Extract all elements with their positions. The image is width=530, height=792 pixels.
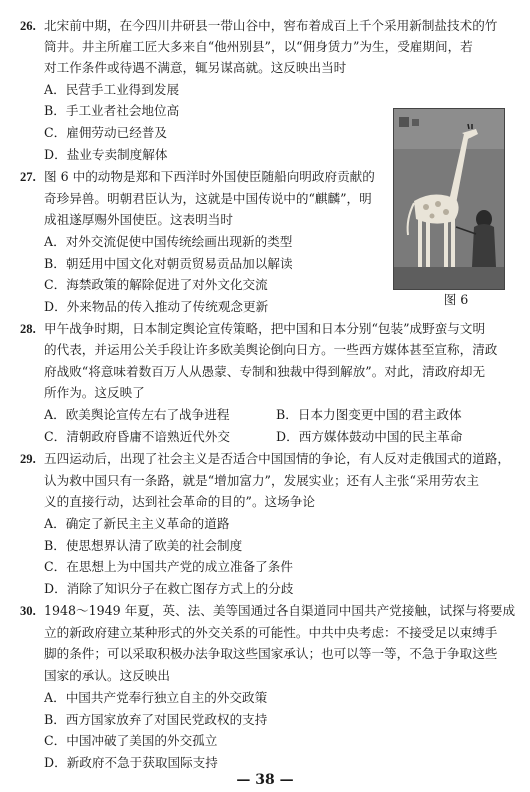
- q28-option-c: C．清朝政府昏庸不谙熟近代外交: [44, 429, 230, 444]
- q26-option-b: B．手工业者社会地位高: [44, 103, 180, 118]
- q27-option-d: D．外来物品的传入推动了传统观念更新: [44, 299, 269, 314]
- q29-stem-line-3: 义的直接行动，达到社会革命的目的”。这场争论: [44, 494, 315, 509]
- q30-stem-line-4: 国家的承认。这反映出: [44, 668, 170, 683]
- q29-number: 29.: [20, 452, 36, 466]
- q28-stem-line-2: 的代表，并运用公关手段让许多欧美舆论倒向日方。一些西方媒体甚至宣称，清政: [44, 342, 498, 357]
- q29-option-a: A．确定了新民主主义革命的道路: [44, 516, 230, 531]
- q29-option-d: D．消除了知识分子在救亡图存方式上的分歧: [44, 581, 294, 596]
- q27-option-c: C．海禁政策的解除促进了对外文化交流: [44, 277, 268, 292]
- q27-stem-line-3: 成祖遂厚赐外国使臣。这表明当时: [44, 212, 233, 227]
- q28-number: 28.: [20, 322, 36, 336]
- q26-number: 26.: [20, 19, 36, 33]
- q30-option-b: B．西方国家放弃了对国民党政权的支持: [44, 712, 268, 727]
- q26-option-a: A．民营手工业得到发展: [44, 82, 180, 97]
- q29-option-c: C．在思想上为中国共产党的成立准备了条件: [44, 559, 293, 574]
- qilin-giraffe-painting-icon: [394, 109, 504, 289]
- q28-option-a: A．欧美舆论宣传左右了战争进程: [44, 407, 230, 422]
- q28-stem-line-1: 甲午战争时期，日本制定舆论宣传策略，把中国和日本分别“包装”成野蛮与文明: [44, 321, 486, 336]
- q27-option-a: A．对外交流促使中国传统绘画出现新的类型: [44, 234, 293, 249]
- q28-option-b: B．日本力图变更中国的君主政体: [276, 407, 462, 422]
- q26-option-d: D．盐业专卖制度解体: [44, 147, 168, 162]
- q26-option-c: C．雇佣劳动已经普及: [44, 125, 167, 140]
- q30-option-a: A．中国共产党奉行独立自主的外交政策: [44, 690, 268, 705]
- q30-option-c: C．中国冲破了美国的外交孤立: [44, 733, 218, 748]
- figure-6-painting: [393, 108, 505, 290]
- q30-stem-line-2: 立的新政府建立某种形式的外交关系的可能性。中共中央考虑：不接受足以束缚手: [44, 625, 498, 640]
- q29-stem-line-1: 五四运动后，出现了社会主义是否适合中国国情的争论，有人反对走俄国式的道路，: [44, 451, 510, 466]
- q30-stem-line-3: 脚的条件；可以采取积极办法争取这些国家承认；也可以等一等，不急于争取这些: [44, 646, 498, 661]
- figure-6-caption: 图 6: [443, 292, 469, 307]
- q30-option-d: D．新政府不急于获取国际支持: [44, 755, 218, 770]
- q28-option-d: D．西方媒体鼓动中国的民主革命: [276, 429, 463, 444]
- q29-stem-line-2: 认为救中国只有一条路，就是“增加富力”，发展实业；还有人主张“采用劳农主: [44, 473, 479, 488]
- page-number: — 38 —: [236, 772, 294, 788]
- q28-stem-line-4: 所作为。这反映了: [44, 385, 145, 400]
- q28-stem-line-3: 府战败“将意味着数百万人从愚蒙、专制和独裁中得到解放”。对此，清政府却无: [44, 364, 486, 379]
- q27-stem-line-1: 图 6 中的动物是郑和下西洋时外国使臣随船向明政府贡献的: [44, 169, 375, 184]
- q26-stem-line-2: 筒井。井主所雇工匠大多来自“他州别县”，以“佣身赁力”为生，受雇期间，若: [44, 39, 473, 54]
- q27-number: 27.: [20, 170, 36, 184]
- q30-number: 30.: [20, 604, 36, 618]
- q30-stem-line-1: 1948～1949 年夏，英、法、美等国通过各自渠道同中国共产党接触，试探与将要成: [44, 603, 516, 618]
- q27-option-b: B．朝廷用中国文化对朝贡贸易贡品加以解读: [44, 256, 293, 271]
- q27-stem-line-2: 奇珍异兽。明朝君臣认为，这就是中国传说中的“麒麟”，明: [44, 191, 372, 206]
- q29-option-b: B．使思想界认清了欧美的社会制度: [44, 538, 243, 553]
- q26-stem-line-1: 北宋前中期，在今四川井研县一带山谷中，窖布着成百上千个采用新制盐技术的竹: [44, 18, 498, 33]
- q26-stem-line-3: 对工作条件或待遇不满意，辄另谋高就。这反映出当时: [44, 60, 347, 75]
